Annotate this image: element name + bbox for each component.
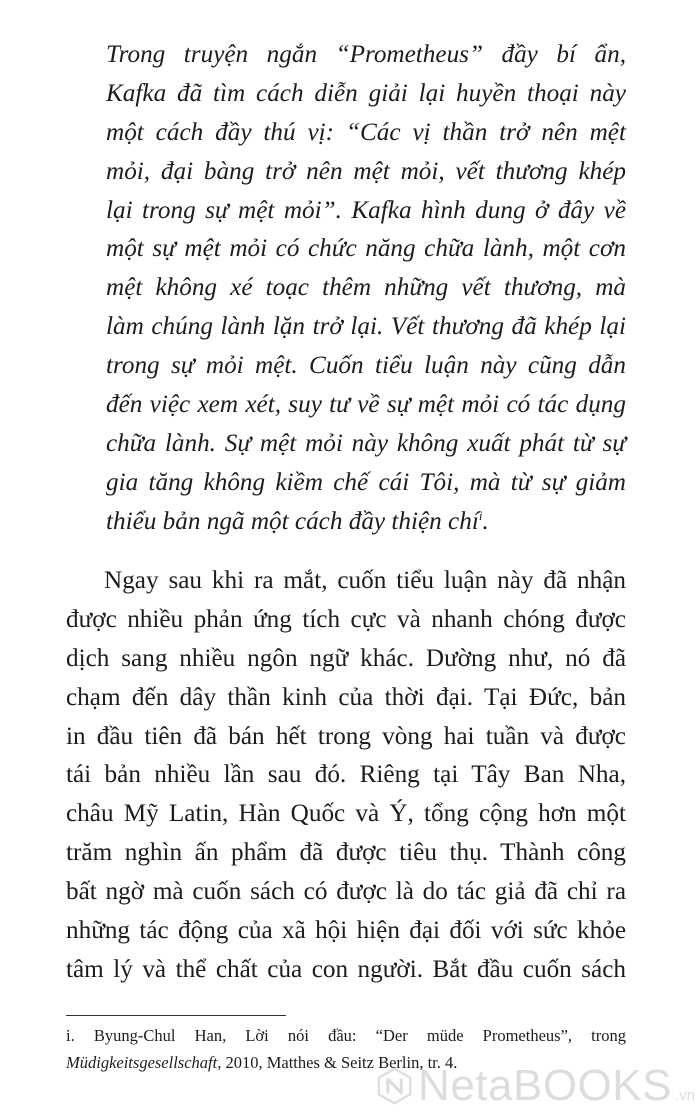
block-quote [106,36,626,542]
quote-line: mỏi, đại bàng trở nên mệt mỏi, vết thương khép [106,157,626,185]
quote-line: gia tăng không kiềm chế cái Tôi, mà từ sự giảm [106,468,626,496]
quote-line: chữa lành. Sự mệt mỏi này không xuất phát từ sự [106,429,626,457]
quote-line-text: thiểu bản ngã một cách đầy thiện chí [106,507,479,535]
quote-line: mệt không xé toạc thêm những vết thương, mà [106,274,626,302]
quote-line: Trong truyện ngắn “Prometheus” đầy bí ẩn, [106,41,626,68]
footnote-book-title: Müdigkeitsgesellschaft [66,1053,218,1072]
body-paragraph [66,562,626,990]
body-line: được nhiều phản ứng tích cực và nhanh chóng được [66,605,626,633]
netabooks-logo-icon [375,1060,414,1112]
body-line: chạm đến dây thần kinh của thời đại. Tại Đức, bản [66,683,626,711]
footnote-line: i. Byung-Chul Han, Lời nói đầu: “Der müde Prometheus”, trong [66,1026,626,1045]
quote-line: lại trong sự mệt mỏi”. Kafka hình dung ở đây về [106,196,626,224]
body-line: trăm nghìn ấn phẩm đã được tiêu thụ. Thành công [66,839,626,867]
body-line: tâm lý và thể chất của con người. Bắt đầu cuốn sách [66,955,626,983]
body-line: in đầu tiên đã bán hết trong vòng hai tuần và được [66,722,626,750]
quote-line: một sự mệt mỏi có chức năng chữa lành, một cơn [106,235,626,263]
footnote-divider [66,1015,286,1016]
quote-line: một cách đầy thú vị: “Các vị thần trở nên mệt [106,118,626,146]
body-line: Ngay sau khi ra mắt, cuốn tiểu luận này đã nhận [104,567,626,594]
quote-line: trong sự mỏi mệt. Cuốn tiểu luận này cũng dẫn [106,352,626,380]
body-line: những tác động của xã hội hiện đại đối với sức khỏe [66,917,626,945]
body-line: dịch sang nhiều ngôn ngữ khác. Dường như, nó đã [66,644,626,672]
watermark-suffix: .vn [674,1086,695,1104]
footnote-marker[interactable]: i [478,507,483,523]
footnote-citation: , 2010, Matthes & Seitz Berlin, tr. 4. [217,1053,458,1072]
quote-line: làm chúng lành lặn trở lại. Vết thương đã khép lại [106,313,626,341]
body-line: tái bản nhiều lần sau đó. Riêng tại Tây Ban Nha, [66,761,626,789]
body-line: bất ngờ mà cuốn sách có được là do tác giả đã chỉ ra [66,878,626,906]
quote-end-punct: . [482,507,489,535]
watermark [375,1058,695,1114]
quote-line: đến việc xem xét, suy tư về sự mệt mỏi có tác dụng [106,391,626,419]
quote-line: Kafka đã tìm cách diễn giải lại huyền thoại này [106,79,626,107]
body-line: châu Mỹ Latin, Hàn Quốc và Ý, tổng cộng hơn một [66,800,626,828]
quote-last-line [106,503,626,542]
watermark-text: NetaBOOKS [418,1061,672,1110]
